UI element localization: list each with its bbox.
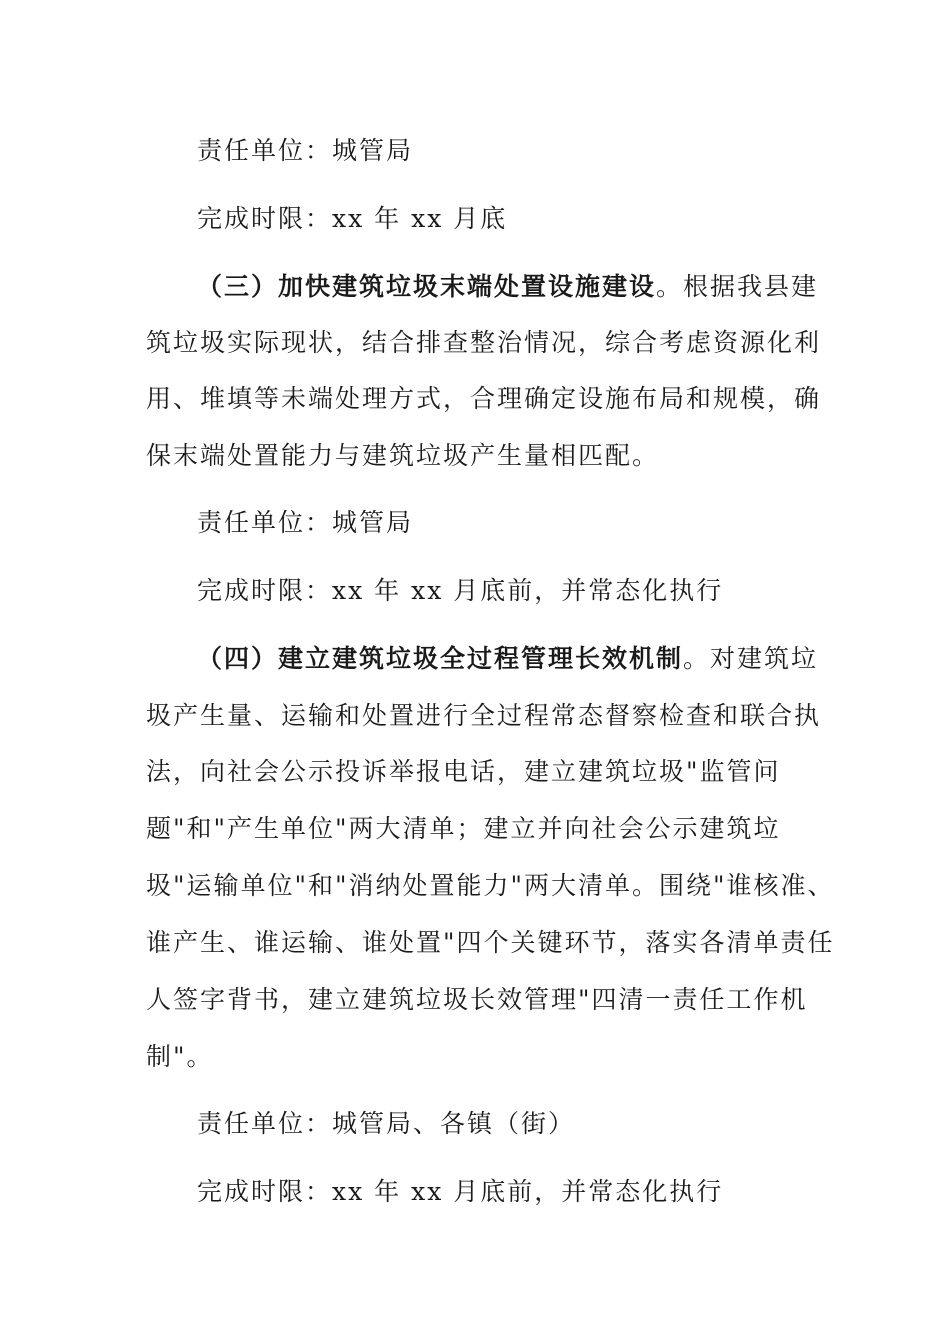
- section-4-line-6: 人签字背书，建立建筑垃圾长效管理"四清一责任工作机: [146, 985, 808, 1014]
- section-4-line-5: 谁产生、谁运输、谁处置"四个关键环节，落实各清单责任: [146, 928, 835, 957]
- section-4-first-line: [197, 642, 857, 676]
- responsible-unit-2: 责任单位：城管局: [197, 136, 414, 165]
- section-3-heading: （三）加快建筑垃圾末端处置设施建设: [197, 272, 657, 301]
- section-4-line-0: 。对建筑垃: [683, 644, 819, 673]
- section-4-heading: （四）建立建筑垃圾全过程管理长效机制: [197, 644, 684, 673]
- section-4-line-4: 圾"运输单位"和"消纳处置能力"两大清单。围绕"谁核准、: [146, 871, 835, 900]
- responsible-unit-3: 责任单位：城管局: [197, 508, 414, 537]
- deadline-3: 完成时限：xx 年 xx 月底前，并常态化执行: [197, 576, 724, 605]
- section-3-line-0: 。根据我县建: [656, 272, 819, 301]
- deadline-2: 完成时限：xx 年 xx 月底: [197, 204, 508, 233]
- section-3-line-2: 用、堆填等未端处理方式，合理确定设施布局和规模，确: [146, 384, 822, 413]
- section-3-line-3: 保末端处置能力与建筑垃圾产生量相匹配。: [146, 441, 660, 470]
- deadline-4: 完成时限：xx 年 xx 月底前，并常态化执行: [197, 1177, 724, 1206]
- section-4-line-1: 圾产生量、运输和处置进行全过程常态督察检查和联合执: [146, 701, 822, 730]
- responsible-unit-4: 责任单位：城管局、各镇（街）: [197, 1109, 576, 1138]
- section-3-first-line: [197, 270, 857, 304]
- section-4-line-7: 制"。: [146, 1042, 214, 1071]
- section-4-line-3: 题"和"产生单位"两大清单；建立并向社会公示建筑垃: [146, 814, 781, 843]
- section-3-line-1: 筑垃圾实际现状，结合排查整治情况，综合考虑资源化利: [146, 328, 822, 357]
- section-4-line-2: 法，向社会公示投诉举报电话，建立建筑垃圾"监管问: [146, 757, 781, 786]
